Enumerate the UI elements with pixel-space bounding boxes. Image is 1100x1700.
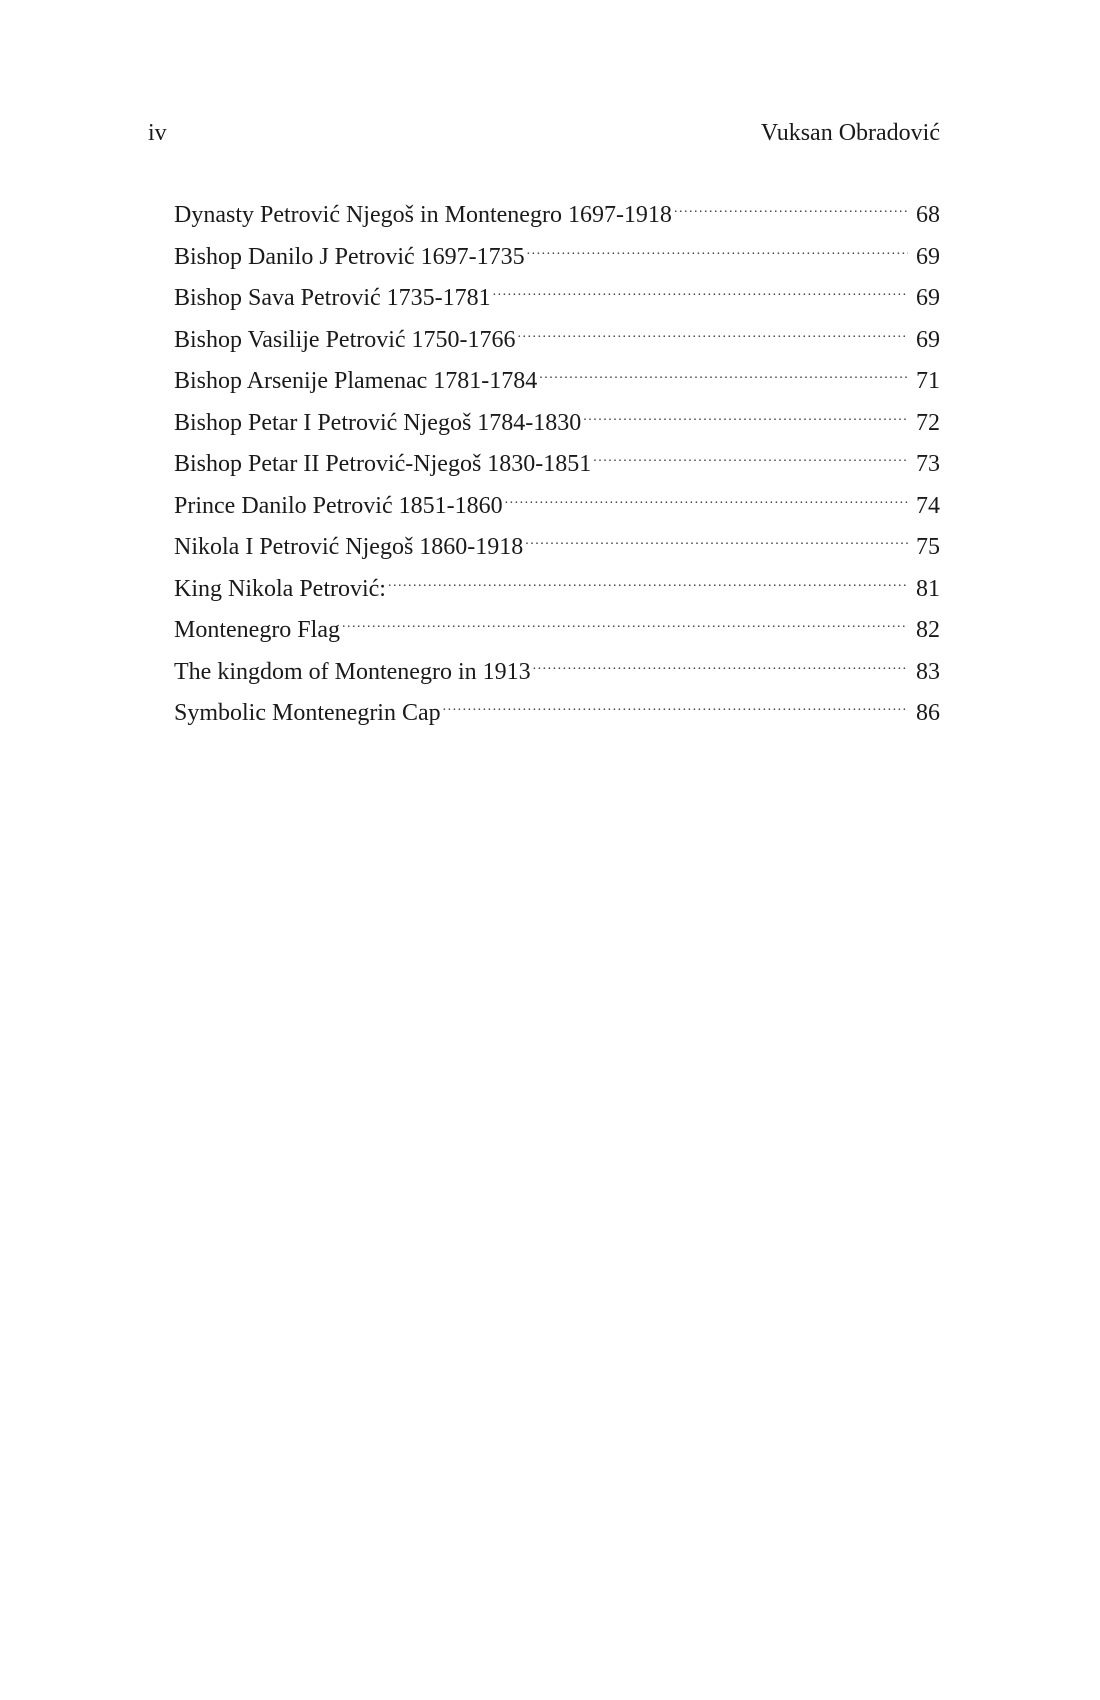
- toc-dot-leader: [443, 690, 908, 720]
- toc-entry-page: 82: [916, 617, 940, 643]
- toc-dot-leader: [533, 649, 908, 679]
- toc-entry-title: Prince Danilo Petrović 1851-1860: [174, 492, 503, 519]
- author-name: Vuksan Obradović: [760, 120, 940, 146]
- toc-entry-title: Bishop Petar I Petrović Njegoš 1784-1830: [174, 409, 582, 436]
- toc-entry-page: 69: [916, 243, 940, 270]
- toc-entry: [174, 234, 940, 276]
- toc-dot-leader: [505, 483, 908, 513]
- toc-entry-page: 69: [916, 285, 940, 311]
- toc-entry-page: 83: [916, 658, 940, 685]
- toc-entry-page: 72: [916, 409, 940, 436]
- toc-entry: [174, 192, 940, 234]
- toc-entry: [174, 524, 940, 566]
- toc-entry-page: 71: [916, 368, 940, 394]
- toc-entry-page: 69: [916, 326, 940, 353]
- toc-entry-title: Montenegro Flag: [174, 617, 340, 643]
- toc-entry-page: 75: [916, 534, 940, 560]
- toc-entry-title: Bishop Sava Petrović 1735-1781: [174, 285, 491, 311]
- toc-entry-title: Bishop Danilo J Petrović 1697-1735: [174, 243, 525, 270]
- page-number: iv: [148, 120, 167, 146]
- toc-entry: [174, 400, 940, 442]
- toc-entry-title: King Nikola Petrović:: [174, 575, 386, 602]
- toc-entry: [174, 690, 940, 732]
- toc-entry: [174, 358, 940, 400]
- toc-entry-page: 73: [916, 451, 940, 477]
- toc-dot-leader: [388, 566, 908, 596]
- toc-entry-title: Bishop Vasilije Petrović 1750-1766: [174, 326, 516, 353]
- toc-entry-title: Dynasty Petrović Njegoš in Montenegro 1697-1918: [174, 202, 672, 228]
- toc-entry-page: 81: [916, 575, 940, 602]
- toc-entry-page: 74: [916, 492, 940, 519]
- toc-dot-leader: [527, 234, 908, 264]
- toc-dot-leader: [525, 524, 908, 554]
- toc-entry: [174, 441, 940, 483]
- toc-entry: [174, 275, 940, 317]
- toc-entry: [174, 317, 940, 359]
- running-header: [148, 118, 940, 148]
- toc-entry-title: Nikola I Petrović Njegoš 1860-1918: [174, 534, 524, 560]
- toc-entry-title: Bishop Petar II Petrović-Njegoš 1830-1851: [174, 451, 592, 477]
- toc-dot-leader: [593, 441, 908, 471]
- table-of-contents: [174, 192, 940, 732]
- toc-entry-title: The kingdom of Montenegro in 1913: [174, 658, 531, 685]
- toc-dot-leader: [342, 607, 908, 637]
- toc-dot-leader: [493, 275, 908, 305]
- toc-dot-leader: [518, 317, 908, 347]
- toc-entry-page: 68: [916, 202, 940, 228]
- toc-entry: [174, 649, 940, 691]
- toc-entry-page: 86: [916, 700, 940, 726]
- toc-dot-leader: [583, 400, 908, 430]
- toc-entry: [174, 483, 940, 525]
- toc-entry-title: Bishop Arsenije Plamenac 1781-1784: [174, 368, 538, 394]
- toc-entry: [174, 566, 940, 608]
- toc-entry-title: Symbolic Montenegrin Cap: [174, 700, 441, 726]
- toc-dot-leader: [539, 358, 908, 388]
- toc-entry: [174, 607, 940, 649]
- toc-dot-leader: [674, 192, 908, 222]
